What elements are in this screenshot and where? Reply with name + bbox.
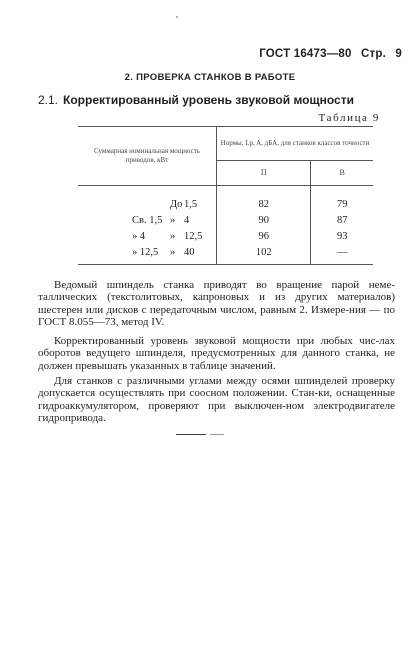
range-to: 1,5 bbox=[184, 198, 198, 210]
power-range-cell bbox=[78, 244, 217, 265]
range-from: » 12,5 bbox=[132, 246, 159, 258]
section-title: 2. ПРОВЕРКА СТАНКОВ В РАБОТЕ bbox=[124, 72, 296, 83]
paragraph-text: Ведомый шпиндель станка приводят во вращение парой неме-таллических (текстолитовых, капроновых и из других материалов) шестерен или дисков с передаточным числом, равным 2. Измере-ния — по ГОСТ 8.055—73, метод IV. bbox=[38, 279, 395, 329]
subsection-title: Корректированный уровень звуковой мощности bbox=[63, 93, 354, 107]
subsection-heading bbox=[38, 93, 354, 107]
table-row bbox=[78, 186, 373, 213]
end-divider bbox=[176, 434, 234, 435]
table-row bbox=[78, 228, 373, 244]
norm-class-b: 93 bbox=[336, 230, 348, 242]
paragraph-spindles bbox=[38, 375, 395, 425]
table-row bbox=[78, 244, 373, 265]
power-range-cell bbox=[78, 186, 217, 213]
page-label: Стр. bbox=[361, 48, 386, 60]
table-row bbox=[78, 212, 373, 228]
range-from: Св. 1,5 bbox=[132, 214, 163, 226]
paragraph-limit bbox=[38, 335, 395, 372]
range-separator: » bbox=[170, 246, 176, 258]
standard-number: ГОСТ 16473—80 bbox=[259, 48, 352, 60]
column-header-norms: Нормы, Lp, A, дБА, для станков классов точности bbox=[217, 127, 374, 161]
norm-class-b: 79 bbox=[336, 198, 348, 210]
power-range-cell bbox=[78, 212, 217, 228]
norm-class-p: 96 bbox=[217, 228, 311, 244]
range-separator: » bbox=[170, 230, 176, 242]
norm-class-p: 102 bbox=[217, 244, 311, 265]
range-separator: » bbox=[170, 214, 176, 226]
scan-speck bbox=[176, 16, 178, 18]
table-label: Таблица 9 bbox=[318, 112, 380, 124]
power-range-cell bbox=[78, 228, 217, 244]
range-to: 12,5 bbox=[184, 230, 203, 242]
subsection-number: 2.1. bbox=[38, 93, 59, 107]
norm-class-p: 82 bbox=[217, 186, 311, 213]
norm-class-p: 90 bbox=[217, 212, 311, 228]
norm-class-b: 87 bbox=[336, 214, 348, 226]
column-header-power: Суммарная номинальная мощность приводов, кВт bbox=[78, 127, 217, 186]
page-header bbox=[253, 48, 402, 60]
column-header-class-p: П bbox=[217, 160, 311, 185]
range-from: » 4 bbox=[132, 230, 146, 242]
noise-table bbox=[78, 126, 373, 265]
range-to: 4 bbox=[184, 214, 190, 226]
norm-class-b: — bbox=[336, 246, 348, 258]
range-separator: До bbox=[170, 198, 183, 210]
range-from bbox=[132, 199, 170, 210]
paragraph-text: Корректированный уровень звуковой мощности при любых чис-лах оборотов ведущего шпинделя, предусмотренных для данного станка, не должен превышать указанных в таблице значений. bbox=[38, 335, 395, 372]
column-header-class-b: В bbox=[311, 160, 373, 185]
paragraph-text: Для станков с различными углами между осями шпинделей проверку допускается осуществлять при соосном положении. Стан-ки, оснащенные гидроаккумулятором, проверяют при выключен-ном электродвигателе гидропривода. bbox=[38, 375, 395, 425]
page-number: 9 bbox=[395, 48, 402, 60]
paragraph-measurement bbox=[38, 279, 395, 329]
range-to: 40 bbox=[184, 246, 195, 258]
